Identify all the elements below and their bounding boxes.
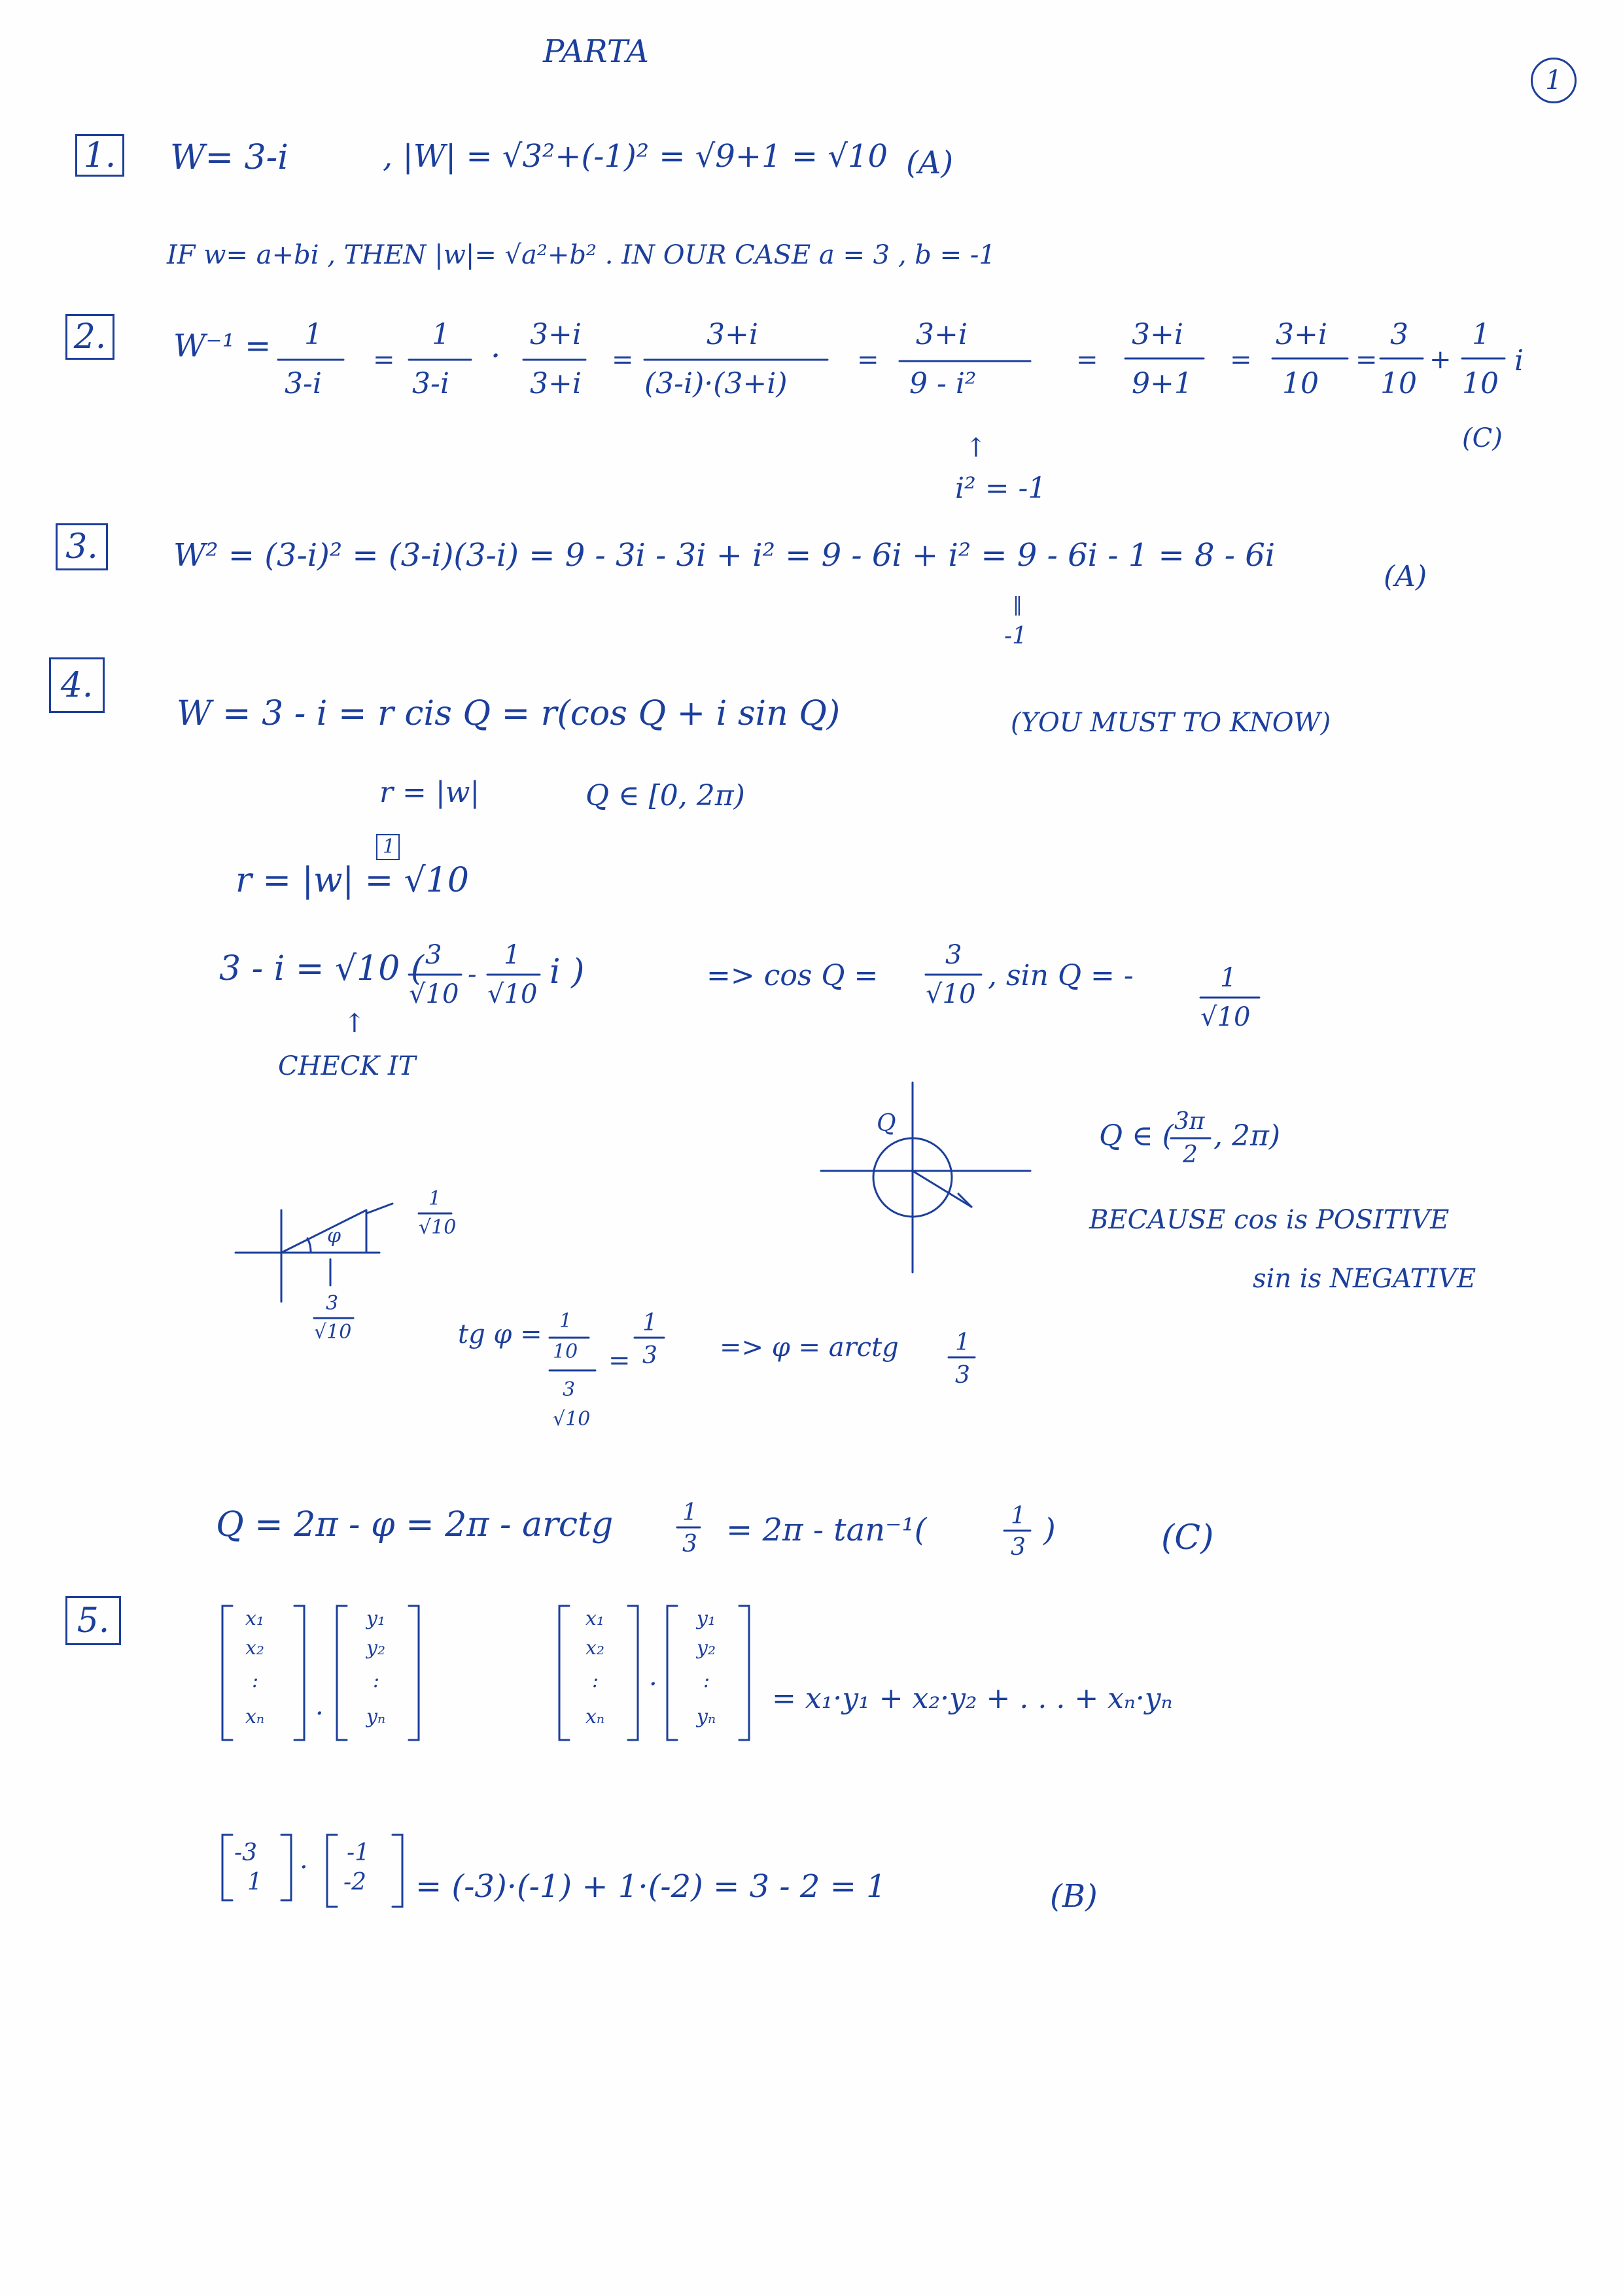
problem-5-number: 5. (77, 1601, 110, 1641)
problem-3-number: 3. (65, 527, 98, 566)
p5-vx-2: : (252, 1669, 259, 1692)
p2-lhs: W⁻¹ = (173, 328, 271, 364)
p5-vy-1: y₂ (366, 1637, 385, 1660)
p4-tg-top-num: 1 (559, 1310, 572, 1332)
p2-frac1-den: 3-i (285, 367, 322, 400)
p4-fd-den: √10 (1200, 1002, 1251, 1032)
p4-answer: (C) (1161, 1518, 1214, 1557)
p4-third4-den: 3 (1011, 1534, 1026, 1561)
p4-sin: , sin Q = - (988, 959, 1134, 992)
p5-dot3: · (300, 1852, 308, 1883)
p5-formula: = x₁·y₁ + x₂·y₂ + . . . + xₙ·yₙ (772, 1682, 1173, 1715)
p4-third-num: 1 (642, 1310, 657, 1336)
p2-frac3-num: 3+i (530, 318, 582, 351)
p2-frac9-num: 1 (1472, 318, 1490, 351)
p4-tg-bot-den: √10 (553, 1408, 591, 1431)
p4-fb-den: √10 (487, 979, 538, 1009)
p4-third2-num: 1 (955, 1329, 970, 1356)
p5-dot2: · (649, 1669, 657, 1699)
p5-vx2-0: x₁ (585, 1607, 604, 1630)
p4-fc-num: 3 (945, 940, 962, 970)
p5-vx-1: x₂ (245, 1637, 264, 1660)
p4-check-arrow: ↑ (343, 1009, 366, 1039)
p4-fa-num: 3 (425, 940, 442, 970)
p2-eq: = (373, 345, 395, 375)
p4-check: CHECK IT (278, 1051, 416, 1081)
p4-ref: 1 (383, 835, 396, 858)
p5-vy2-0: y₁ (697, 1607, 716, 1630)
p4-tg-top-den: 10 (553, 1340, 578, 1363)
p2-dot: · (491, 338, 501, 374)
p4-third3-den: 3 (682, 1531, 697, 1557)
p4-q-label: Q (877, 1110, 896, 1137)
p4-small1-num: 1 (428, 1187, 442, 1210)
bracket-right (628, 1606, 638, 1740)
p2-eq: = (857, 345, 879, 375)
p4-tg-label: tg φ = (458, 1319, 542, 1349)
p5-vx-0: x₁ (245, 1607, 264, 1630)
bracket-right (281, 1835, 291, 1900)
p2-eq: = (1076, 345, 1098, 375)
p4-interval-suffix: , 2π) (1213, 1119, 1281, 1153)
p2-frac6-num: 3+i (1132, 318, 1183, 351)
p5-vy2-3: yₙ (697, 1705, 716, 1728)
p2-frac9-den: 10 (1462, 367, 1499, 400)
p2-frac7-den: 10 (1282, 367, 1319, 400)
p4-small2-num: 3 (326, 1292, 339, 1315)
p4-fa-den: √10 (409, 979, 459, 1009)
p4-cos: => cos Q = (707, 959, 879, 992)
p5-answer: (B) (1050, 1878, 1098, 1915)
page-number-circle (1531, 58, 1577, 103)
p5-dot: · (315, 1699, 324, 1729)
p5-vx2-3: xₙ (585, 1705, 605, 1728)
p4-decomposition-end: i ) (550, 952, 585, 992)
p5-vy2-1: y₂ (697, 1637, 716, 1660)
p2-answer: (C) (1462, 423, 1503, 453)
p5-vx-3: xₙ (245, 1705, 265, 1728)
p5-vb-0: -1 (347, 1839, 370, 1866)
bracket-left (337, 1606, 347, 1740)
p4-polar-form: W = 3 - i = r cis Q = r(cos Q + i sin Q) (177, 694, 841, 733)
bracket-right (409, 1606, 419, 1740)
p2-frac7-num: 3+i (1276, 318, 1327, 351)
p1-note: IF w= a+bi , THEN |w|= √a²+b² . IN OUR CASE a = 3 , b = -1 (167, 240, 996, 270)
p4-interval-prefix: Q ∈ ( (1099, 1119, 1174, 1153)
problem-1-number: 1. (83, 135, 116, 175)
p2-eq: = (1355, 345, 1378, 375)
p4-third3-num: 1 (682, 1499, 697, 1526)
p2-i-suffix: i (1514, 344, 1524, 377)
p2-eq: = (612, 345, 634, 375)
p2-frac1-num: 1 (304, 318, 323, 351)
p4-final-tan: = 2π - tan⁻¹( (726, 1512, 927, 1548)
p2-note: i² = -1 (955, 472, 1047, 505)
p1-answer: (A) (906, 145, 954, 181)
p1-modulus: , |W| = √3²+(-1)² = √9+1 = √10 (383, 138, 888, 175)
p2-plus: + (1429, 345, 1452, 375)
p4-tg-bot-num: 3 (563, 1378, 576, 1401)
p5-vy2-2: : (703, 1669, 710, 1692)
problem-2-number: 2. (73, 317, 107, 357)
p4-final-angle: Q = 2π - φ = 2π - arctg (216, 1505, 614, 1544)
p5-vy-3: yₙ (366, 1705, 386, 1728)
p5-va-1: 1 (247, 1869, 262, 1896)
p2-frac8-num: 3 (1390, 318, 1408, 351)
p4-phi: φ (327, 1225, 341, 1247)
p2-frac8-den: 10 (1380, 367, 1417, 400)
p4-third2-den: 3 (955, 1362, 970, 1389)
p2-eq: = (1230, 345, 1252, 375)
p2-frac3-den: 3+i (530, 367, 582, 400)
p5-result: = (-3)·(-1) + 1·(-2) = 3 - 2 = 1 (415, 1868, 886, 1905)
p5-vx2-2: : (592, 1669, 599, 1692)
p5-vx2-1: x₂ (585, 1637, 604, 1660)
p2-frac2-num: 1 (432, 318, 450, 351)
p4-r-value: r = |w| = √10 (236, 861, 469, 900)
page-title: PARTA (543, 33, 649, 70)
bracket-right (294, 1606, 304, 1740)
p3-equal-mark: ‖ (1013, 593, 1022, 616)
p2-frac4-den: (3-i)·(3+i) (644, 367, 788, 400)
p2-frac2-den: 3-i (412, 367, 449, 400)
bracket-left (667, 1606, 677, 1740)
p1-w-definition: W= 3-i (170, 138, 288, 177)
arrow-line (366, 1204, 393, 1213)
angle-arc (307, 1238, 311, 1253)
p3-line: W² = (3-i)² = (3-i)(3-i) = 9 - 3i - 3i + i² = 9 - 6i + i² = 9 - 6i - 1 = 8 - 6i (173, 537, 1276, 574)
p2-frac6-den: 9+1 (1132, 367, 1193, 400)
p4-because-cos: BECAUSE cos is POSITIVE (1089, 1205, 1450, 1235)
bracket-left (222, 1835, 232, 1900)
bracket-left (327, 1835, 337, 1907)
p5-vy-2: : (373, 1669, 380, 1692)
p4-fb-num: 1 (504, 940, 521, 970)
p3-answer: (A) (1384, 560, 1427, 593)
p4-because-sin: sin is NEGATIVE (1253, 1264, 1476, 1294)
p4-small2-den: √10 (314, 1321, 352, 1344)
p5-vb-1: -2 (343, 1869, 367, 1896)
p4-tg-eq: = (608, 1346, 631, 1376)
bracket-right (393, 1835, 402, 1907)
p4-fe-num: 3π (1174, 1108, 1205, 1135)
p4-fe-den: 2 (1183, 1141, 1198, 1168)
radius-arrow (913, 1171, 971, 1207)
p4-fc-den: √10 (926, 979, 976, 1009)
bracket-left (559, 1606, 569, 1740)
p2-frac5-num: 3+i (916, 318, 968, 351)
p4-final-close: ) (1043, 1512, 1056, 1548)
bracket-left (222, 1606, 232, 1740)
p3-minus-one: -1 (1004, 623, 1028, 650)
p4-decomposition-lhs: 3 - i = √10 ( (219, 949, 425, 988)
p4-note: (YOU MUST TO KNOW) (1011, 708, 1331, 738)
p4-fd-num: 1 (1220, 963, 1237, 993)
p4-arctg: => φ = arctg (720, 1332, 899, 1363)
p4-third-den: 3 (642, 1342, 657, 1369)
p5-vy-0: y₁ (366, 1607, 385, 1630)
p4-third4-num: 1 (1011, 1503, 1026, 1529)
p4-minus: - (468, 960, 477, 990)
p2-arrow: ↑ (965, 433, 987, 463)
hypotenuse (281, 1210, 366, 1253)
problem-4-number: 4. (60, 665, 94, 705)
p4-r-def: r = |w| (379, 776, 480, 809)
p2-frac5-den: 9 - i² (909, 367, 977, 400)
p5-va-0: -3 (234, 1839, 258, 1866)
p4-q-interval: Q ∈ [0, 2π) (585, 779, 745, 812)
p4-small1-den: √10 (419, 1216, 457, 1239)
bracket-right (739, 1606, 749, 1740)
p2-frac4-num: 3+i (707, 318, 758, 351)
page-number: 1 (1545, 65, 1562, 96)
